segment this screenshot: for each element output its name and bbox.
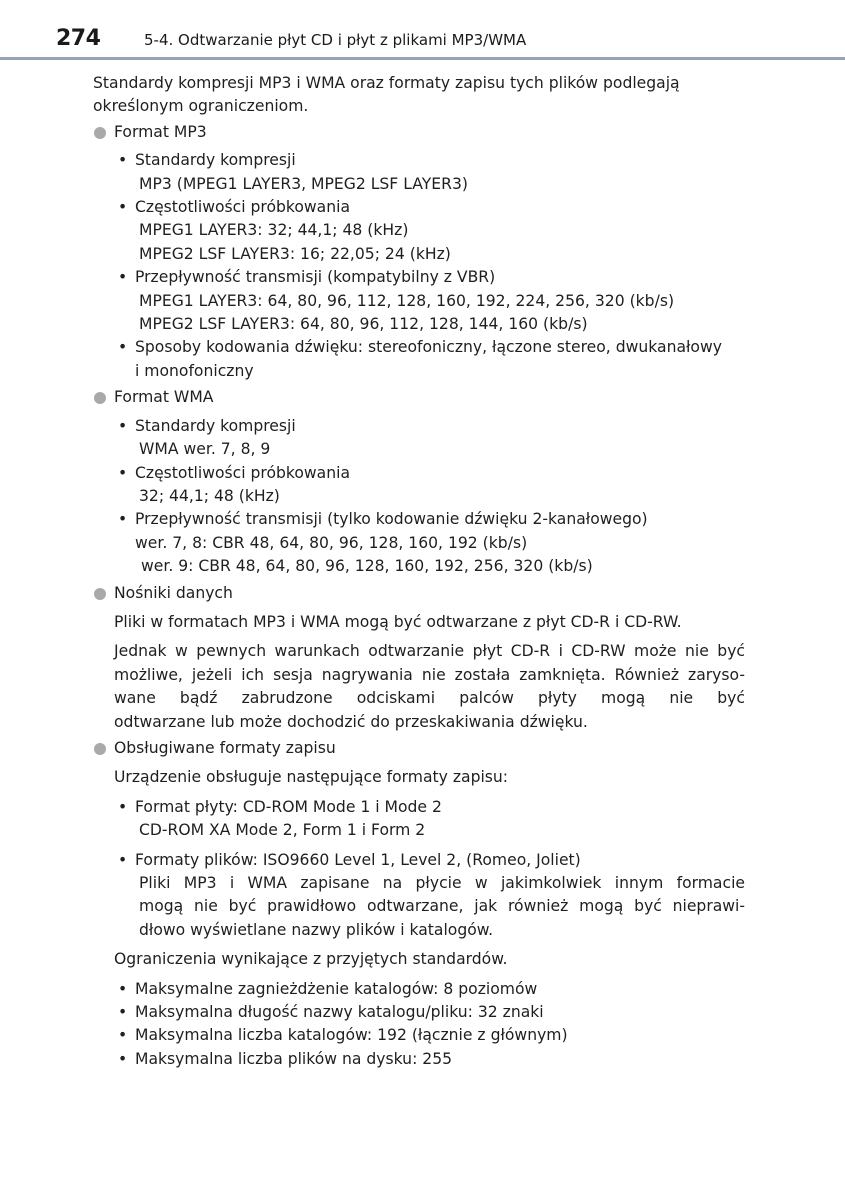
bullet-icon: • bbox=[118, 850, 128, 869]
paragraph: Urządzenie obsługuje następujące formaty zapisu: bbox=[114, 768, 509, 787]
section-heading-mp3 bbox=[93, 121, 745, 144]
item-value: MPEG1 LAYER3: 64, 80, 96, 112, 128, 160, 192, 224, 256, 320 (kb/s) bbox=[139, 291, 675, 310]
item-label: Maksymalna długość nazwy katalogu/pliku: 32 znaki bbox=[135, 1003, 544, 1022]
item-value: MP3 (MPEG1 LAYER3, MPEG2 LSF LAYER3) bbox=[139, 174, 468, 193]
list-item bbox=[93, 149, 745, 172]
item-value: i monofoniczny bbox=[135, 361, 254, 380]
item-value: 32; 44,1; 48 (kHz) bbox=[139, 486, 280, 505]
item-value: WMA wer. 7, 8, 9 bbox=[139, 440, 271, 459]
bullet-icon: • bbox=[118, 151, 128, 170]
item-label: Sposoby kodowania dźwięku: stereofoniczny, łączone stereo, dwukanałowy bbox=[135, 338, 722, 357]
gray-dot-icon bbox=[94, 127, 106, 139]
section-title: 5-4. Odtwarzanie płyt CD i płyt z plikami MP3/WMA bbox=[144, 31, 527, 49]
paragraph: Ograniczenia wynikające z przyjętych standardów. bbox=[114, 950, 508, 969]
section-heading-label: Nośniki danych bbox=[114, 583, 233, 602]
gray-dot-icon bbox=[94, 743, 106, 755]
bullet-icon: • bbox=[118, 416, 128, 435]
list-item bbox=[93, 1048, 745, 1071]
bullet-icon: • bbox=[118, 198, 128, 217]
list-item bbox=[93, 849, 745, 872]
bullet-icon: • bbox=[118, 1003, 128, 1022]
item-value: Pliki MP3 i WMA zapisane na płycie w jakimkolwiek innym formacie mogą nie być prawidłowo odtwarzane, jak również mogą być nieprawi- dłowo wyświetlane nazwy plików i katalogów. bbox=[139, 874, 745, 939]
list-item bbox=[93, 1024, 745, 1047]
section-heading-wma bbox=[93, 386, 745, 409]
bullet-icon: • bbox=[118, 510, 128, 529]
header-rule bbox=[0, 57, 845, 60]
intro-line: określonym ograniczeniom. bbox=[93, 97, 309, 116]
page-header bbox=[0, 0, 845, 62]
item-label: Częstotliwości próbkowania bbox=[135, 463, 351, 482]
item-label: Przepływność transmisji (tylko kodowanie dźwięku 2-kanałowego) bbox=[135, 510, 648, 529]
list-item bbox=[93, 796, 745, 819]
list-item bbox=[93, 415, 745, 438]
bullet-icon: • bbox=[118, 268, 128, 287]
item-value: MPEG2 LSF LAYER3: 16; 22,05; 24 (kHz) bbox=[139, 244, 451, 263]
item-label: Częstotliwości próbkowania bbox=[135, 198, 351, 217]
item-label: Maksymalna liczba plików na dysku: 255 bbox=[135, 1049, 453, 1068]
intro-line: Standardy kompresji MP3 i WMA oraz formaty zapisu tych plików podlegają bbox=[93, 74, 680, 92]
section-heading-formats bbox=[93, 737, 745, 760]
item-label: Format płyty: CD-ROM Mode 1 i Mode 2 bbox=[135, 797, 442, 816]
item-label: Standardy kompresji bbox=[135, 151, 296, 170]
bullet-icon: • bbox=[118, 1049, 128, 1068]
paragraph: Pliki w formatach MP3 i WMA mogą być odtwarzane z płyt CD-R i CD-RW. bbox=[114, 612, 682, 631]
list-item bbox=[93, 336, 745, 359]
list-item bbox=[93, 508, 745, 531]
item-value: wer. 9: CBR 48, 64, 80, 96, 128, 160, 192, 256, 320 (kb/s) bbox=[141, 557, 593, 576]
list-item bbox=[93, 978, 745, 1001]
item-label: Maksymalna liczba katalogów: 192 (łącznie z głównym) bbox=[135, 1026, 568, 1045]
item-value: MPEG2 LSF LAYER3: 64, 80, 96, 112, 128, 144, 160 (kb/s) bbox=[139, 315, 588, 334]
page-content bbox=[93, 72, 745, 1071]
page-number: 274 bbox=[56, 26, 101, 51]
item-label: Przepływność transmisji (kompatybilny z VBR) bbox=[135, 268, 496, 287]
bullet-icon: • bbox=[118, 338, 128, 357]
list-item bbox=[93, 462, 745, 485]
bullet-icon: • bbox=[118, 797, 128, 816]
section-heading-label: Obsługiwane formaty zapisu bbox=[114, 738, 336, 757]
item-value: wer. 7, 8: CBR 48, 64, 80, 96, 128, 160, 192 (kb/s) bbox=[135, 533, 528, 552]
section-heading-media bbox=[93, 582, 745, 605]
item-value: MPEG1 LAYER3: 32; 44,1; 48 (kHz) bbox=[139, 221, 409, 240]
list-item bbox=[93, 1001, 745, 1024]
item-label: Standardy kompresji bbox=[135, 416, 296, 435]
item-label: Maksymalne zagnieżdżenie katalogów: 8 poziomów bbox=[135, 979, 538, 998]
list-item bbox=[93, 196, 745, 219]
paragraph: Jednak w pewnych warunkach odtwarzanie płyt CD-R i CD-RW może nie być możliwe, jeżeli ich sesja nagrywania nie została zamknięta. Również zaryso- wane bądź zabrudzone odciskami palców płyty mogą nie być odtwarzane lub może dochodzić do przeskakiwania dźwięku. bbox=[114, 642, 745, 731]
item-value: CD-ROM XA Mode 2, Form 1 i Form 2 bbox=[139, 821, 426, 840]
gray-dot-icon bbox=[94, 588, 106, 600]
item-label: Formaty plików: ISO9660 Level 1, Level 2, (Romeo, Joliet) bbox=[135, 850, 581, 869]
gray-dot-icon bbox=[94, 392, 106, 404]
bullet-icon: • bbox=[118, 979, 128, 998]
bullet-icon: • bbox=[118, 463, 128, 482]
bullet-icon: • bbox=[118, 1026, 128, 1045]
section-heading-label: Format WMA bbox=[114, 388, 214, 407]
section-heading-label: Format MP3 bbox=[114, 122, 207, 141]
list-item bbox=[93, 266, 745, 289]
